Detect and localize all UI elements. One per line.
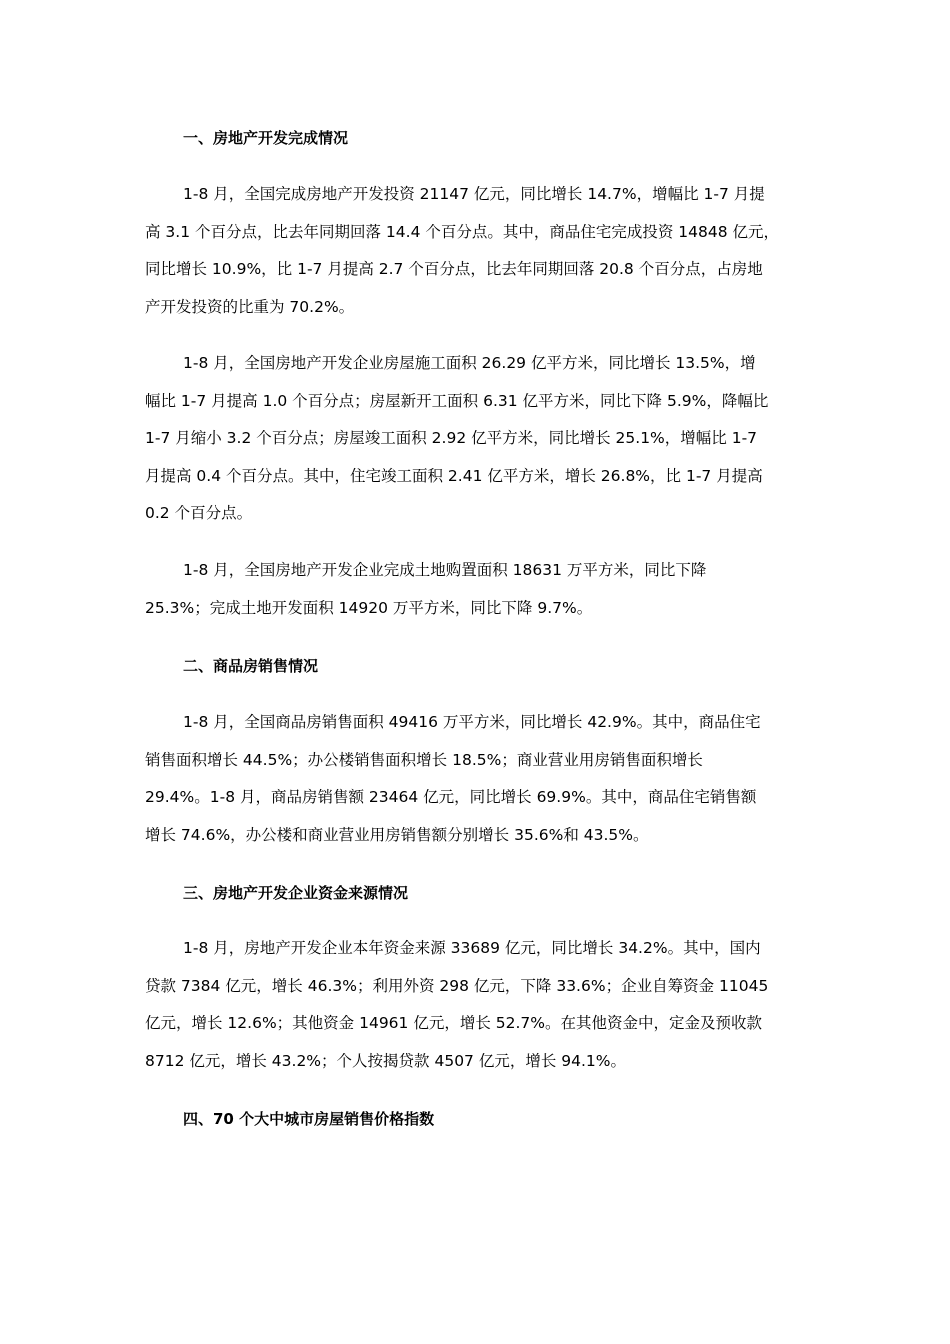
paragraph-line: 增长 74.6%，办公楼和商业营业用房销售额分别增长 35.6%和 43.5%。 [145,825,649,844]
paragraph [145,552,815,627]
paragraph-line: 0.2 个百分点。 [145,504,253,522]
paragraph-line: 亿元，增长 12.6%；其他资金 14961 亿元，增长 52.7%。在其他资金中，定金及预收款 [145,1014,762,1032]
paragraph-line: 幅比 1-7 月提高 1.0 个百分点；房屋新开工面积 6.31 亿平方米，同比下降 5.9%，降幅比 [145,391,769,410]
section-heading: 二、商品房销售情况 [183,657,319,675]
section-heading: 三、房地产开发企业资金来源情况 [183,884,409,902]
paragraph-line: 月提高 0.4 个百分点。其中，住宅竣工面积 2.41 亿平方米，增长 26.8%，比 1-7 月提高 [145,466,763,485]
paragraph [145,345,815,533]
section-heading: 一、房地产开发完成情况 [183,129,349,147]
paragraph [145,930,815,1080]
paragraph-line: 1-8 月，房地产开发企业本年资金来源 33689 亿元，同比增长 34.2%。其中，国内 [183,939,761,957]
paragraph [145,704,815,854]
section-heading: 四、70 个大中城市房屋销售价格指数 [183,1110,435,1128]
paragraph-line: 销售面积增长 44.5%；办公楼销售面积增长 18.5%；商业营业用房销售面积增长 [145,750,703,769]
paragraph-line: 29.4%。1-8 月，商品房销售额 23464 亿元，同比增长 69.9%。其中，商品住宅销售额 [145,788,757,806]
paragraph-line: 25.3%；完成土地开发面积 14920 万平方米，同比下降 9.7%。 [145,598,593,617]
paragraph-line: 同比增长 10.9%，比 1-7 月提高 2.7 个百分点，比去年同期回落 20.8 个百分点，占房地 [145,260,763,278]
paragraph-line: 1-8 月，全国房地产开发企业完成土地购置面积 18631 万平方米，同比下降 [183,561,707,579]
paragraph-line: 1-7 月缩小 3.2 个百分点；房屋竣工面积 2.92 亿平方米，同比增长 25.1%，增幅比 1-7 [145,429,758,447]
paragraph-line: 1-8 月，全国房地产开发企业房屋施工面积 26.29 亿平方米，同比增长 13.5%，增 [183,354,756,372]
paragraph-line: 1-8 月，全国商品房销售面积 49416 万平方米，同比增长 42.9%。其中，商品住宅 [183,713,761,731]
paragraph-line: 产开发投资的比重为 70.2%。 [145,297,355,316]
paragraph [145,176,815,326]
paragraph-line: 贷款 7384 亿元，增长 46.3%；利用外资 298 亿元，下降 33.6%；企业自筹资金 11045 [145,976,769,995]
paragraph-line: 8712 亿元，增长 43.2%；个人按揭贷款 4507 亿元，增长 94.1%。 [145,1051,627,1070]
paragraph-line: 高 3.1 个百分点，比去年同期回落 14.4 个百分点。其中，商品住宅完成投资 14848 亿元， [145,222,780,241]
paragraph-line: 1-8 月，全国完成房地产开发投资 21147 亿元，同比增长 14.7%，增幅比 1-7 月提 [183,185,765,203]
